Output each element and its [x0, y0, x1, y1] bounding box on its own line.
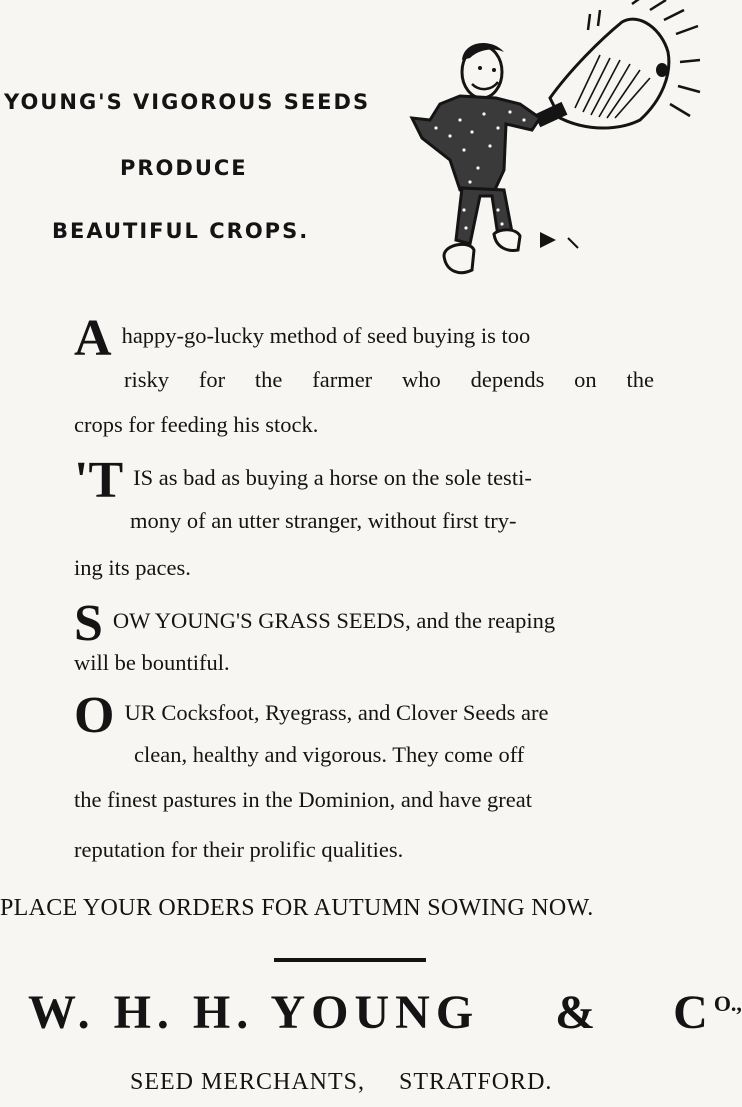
call-to-action: PLACE YOUR ORDERS FOR AUTUMN SOWING NOW.: [0, 895, 594, 921]
paragraph-line: happy-go-lucky method of seed buying is too: [121, 323, 531, 348]
bell-ringer-illustration: [400, 0, 700, 290]
paragraph-line: the finest pastures in the Dominion, and have great: [74, 787, 532, 812]
trade-town: STRATFORD.: [399, 1069, 553, 1095]
bell-icon: [534, 0, 700, 128]
paragraph-line: ing its paces.: [74, 555, 191, 580]
paragraph-line: crops for feeding his stock.: [74, 412, 319, 437]
dropcap-o: O: [74, 687, 115, 744]
headline-line-2: PRODUCE: [120, 156, 248, 180]
paragraph-3: [74, 595, 654, 652]
paragraph-line: reputation for their prolific qualities.: [74, 837, 404, 862]
dropcap-a: A: [74, 310, 112, 367]
paragraph-1: [74, 310, 654, 367]
paragraph-line: OW YOUNG'S GRASS SEEDS, and the reaping: [112, 608, 556, 633]
firm-company-abbrev: [673, 986, 742, 1039]
dropcap-t: 'T: [74, 452, 124, 509]
man-figure: [412, 43, 578, 273]
paragraph-line: risky for the farmer who depends on the: [124, 367, 654, 392]
paragraph-line: UR Cocksfoot, Ryegrass, and Clover Seeds are: [124, 700, 549, 725]
paragraph-line: clean, healthy and vigorous. They come off: [134, 742, 525, 767]
paragraph-2: [74, 452, 654, 509]
firm-ampersand: &: [555, 986, 602, 1039]
headline-line-1: YOUNG'S VIGOROUS SEEDS: [4, 90, 371, 114]
dropcap-s: S: [74, 595, 103, 652]
firm-name: [28, 985, 742, 1040]
headline-line-3: BEAUTIFUL CROPS.: [52, 219, 310, 243]
firm-company-c: C: [673, 986, 714, 1039]
trade-line: [130, 1069, 552, 1096]
paragraph-line: IS as bad as buying a horse on the sole testi-: [133, 465, 532, 490]
firm-company-o: O.,: [713, 991, 742, 1016]
paragraph-line: will be bountiful.: [74, 650, 230, 675]
paragraph-4: [74, 687, 654, 744]
firm-name-text: W. H. H. YOUNG: [28, 986, 480, 1039]
trade-role: SEED MERCHANTS,: [130, 1069, 366, 1095]
paragraph-line: mony of an utter stranger, without first try-: [130, 508, 517, 533]
divider-rule: [274, 958, 426, 962]
